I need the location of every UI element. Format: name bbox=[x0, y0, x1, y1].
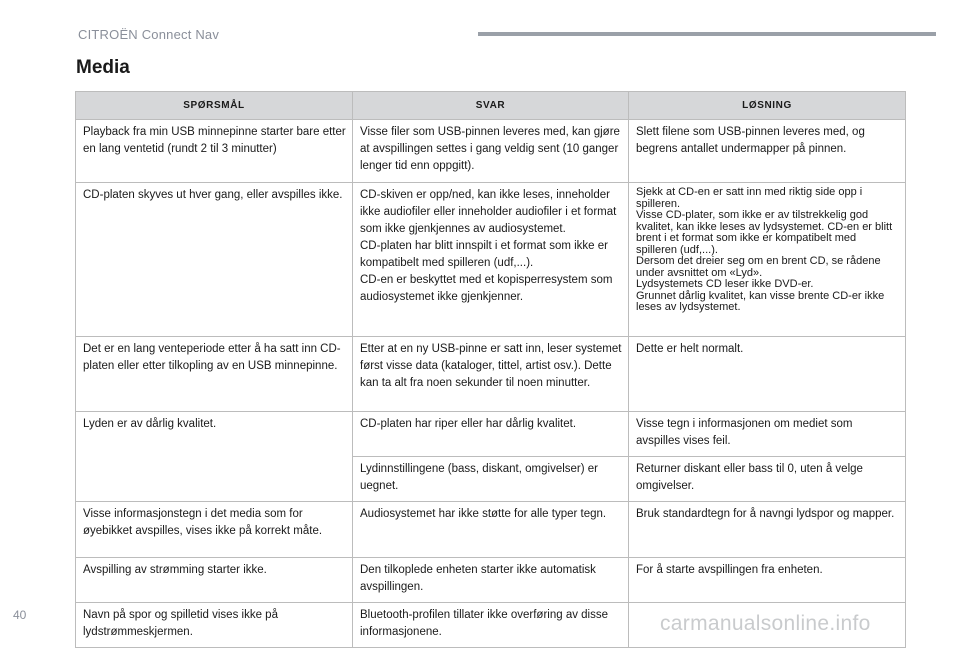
question-cell bbox=[76, 603, 353, 648]
header-title: CITROËN Connect Nav bbox=[78, 27, 220, 42]
column-header-question: SPØRSMÅL bbox=[76, 92, 353, 120]
question-cell bbox=[76, 412, 353, 502]
answer-cell bbox=[353, 502, 629, 558]
answer-cell bbox=[353, 120, 629, 183]
question-cell bbox=[76, 120, 353, 183]
answer-text: Bluetooth-profilen tillater ikke overføring av disse informasjonene. bbox=[360, 609, 609, 638]
solution-cell bbox=[629, 183, 906, 337]
page-number: 40 bbox=[13, 608, 27, 622]
troubleshooting-table bbox=[75, 91, 906, 648]
solution-cell bbox=[629, 558, 906, 603]
solution-text: Dette er helt normalt. bbox=[636, 343, 744, 355]
column-header-solution: LØSNING bbox=[629, 92, 906, 120]
question-cell bbox=[76, 337, 353, 412]
solution-text: Visse tegn i informasjonen om mediet som avspilles vises feil. bbox=[636, 418, 853, 447]
table-row bbox=[76, 120, 906, 183]
table-row bbox=[76, 412, 906, 457]
solution-text: Returner diskant eller bass til 0, uten å velge omgivelser. bbox=[636, 463, 863, 492]
question-text: CD-platen skyves ut hver gang, eller avspilles ikke. bbox=[83, 189, 343, 201]
answer-cell bbox=[353, 337, 629, 412]
page-title: Media bbox=[76, 57, 130, 78]
solution-text: For å starte avspillingen fra enheten. bbox=[636, 564, 823, 576]
answer-cell bbox=[353, 558, 629, 603]
header-rule bbox=[478, 32, 936, 36]
question-cell bbox=[76, 183, 353, 337]
question-text: Playback fra min USB minnepinne starter bare etter en lang ventetid (rundt 2 til 3 minutter) bbox=[83, 126, 346, 155]
solution-text: Slett filene som USB-pinnen leveres med, og begrens antallet undermapper på pinnen. bbox=[636, 126, 865, 155]
watermark-text: carmanualsonline.info bbox=[660, 612, 871, 635]
table-header-row bbox=[76, 92, 906, 120]
question-text: Navn på spor og spilletid vises ikke på lydstrømmeskjermen. bbox=[83, 609, 278, 638]
question-cell bbox=[76, 558, 353, 603]
solution-text: Bruk standardtegn for å navngi lydspor og mapper. bbox=[636, 508, 895, 520]
question-text: Visse informasjonstegn i det media som for øyebikket avspilles, vises ikke på korrekt måte. bbox=[83, 508, 323, 537]
answer-cell bbox=[353, 603, 629, 648]
question-text: Det er en lang venteperiode etter å ha satt inn CD-platen eller etter tilkopling av en USB minnepinne. bbox=[83, 343, 341, 372]
answer-cell bbox=[353, 457, 629, 502]
table-row bbox=[76, 558, 906, 603]
answer-text: Den tilkoplede enheten starter ikke automatisk avspillingen. bbox=[360, 564, 596, 593]
solution-text: Sjekk at CD-en er satt inn med riktig side opp i spilleren. Visse CD-plater, som ikke er av tilstrekkelig god kvalitet, kan ikke leses av lydsystemet. CD-en er blitt brent i et format som ikke er kompatibelt med spilleren (udf,...). Dersom det dreier seg om en brent CD, se rådene under avsnittet om «Lyd». Lydsystemets CD leser ikke DVD-er. Grunnet dårlig kvalitet, kan visse brente CD-er ikke leses av lydsystemet. bbox=[636, 186, 893, 313]
answer-cell bbox=[353, 183, 629, 337]
answer-text: CD-skiven er opp/ned, kan ikke leses, inneholder ikke audiofiler eller inneholder audiofiler i et format som ikke gjenkjennes av audiosystemet. CD-platen har blitt innspilt i et format som ikke er kompatibelt med spilleren (udf,...). CD-en er beskyttet med et kopisperresystem som audiosystemet ikke gjenkjenner. bbox=[360, 189, 617, 303]
answer-text: CD-platen har riper eller har dårlig kvalitet. bbox=[360, 418, 577, 430]
answer-text: Audiosystemet har ikke støtte for alle typer tegn. bbox=[360, 508, 607, 520]
column-header-answer: SVAR bbox=[353, 92, 629, 120]
answer-text: Visse filer som USB-pinnen leveres med, kan gjøre at avspillingen settes i gang veldig sent (10 ganger lenger tid enn oppgitt). bbox=[360, 126, 620, 172]
solution-cell bbox=[629, 457, 906, 502]
solution-cell bbox=[629, 502, 906, 558]
table-row bbox=[76, 502, 906, 558]
table-row bbox=[76, 337, 906, 412]
solution-cell bbox=[629, 120, 906, 183]
question-text: Lyden er av dårlig kvalitet. bbox=[83, 418, 217, 430]
answer-text: Lydinnstillingene (bass, diskant, omgivelser) er uegnet. bbox=[360, 463, 598, 492]
answer-text: Etter at en ny USB-pinne er satt inn, leser systemet først visse data (kataloger, tittel, artist osv.). Dette kan ta alt fra noen sekunder til noen minutter. bbox=[360, 343, 622, 389]
table-row bbox=[76, 183, 906, 337]
question-cell bbox=[76, 502, 353, 558]
solution-cell bbox=[629, 337, 906, 412]
question-text: Avspilling av strømming starter ikke. bbox=[83, 564, 267, 576]
solution-cell bbox=[629, 412, 906, 457]
answer-cell bbox=[353, 412, 629, 457]
